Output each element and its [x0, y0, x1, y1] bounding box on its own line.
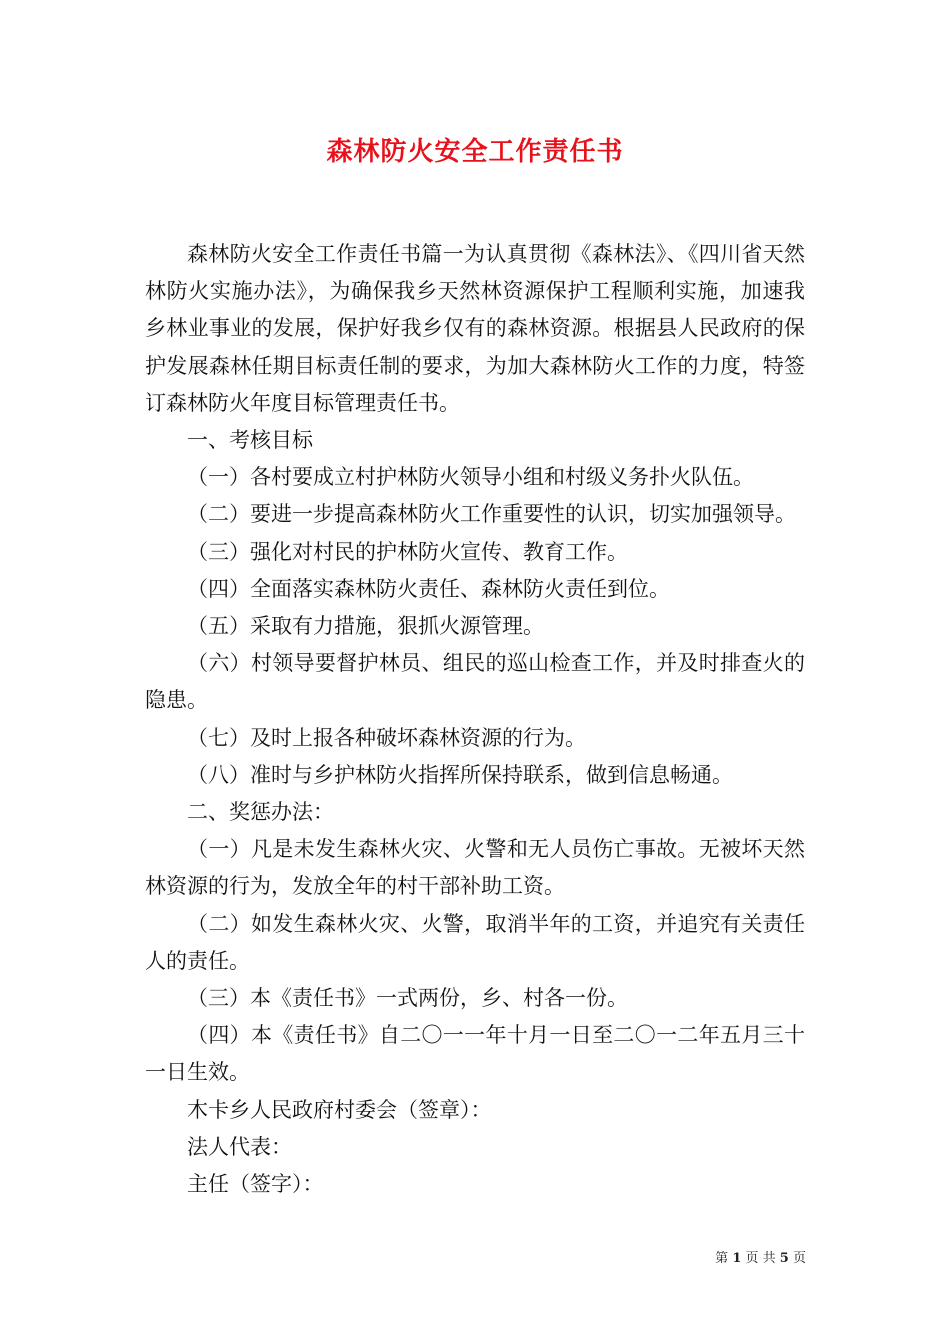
- assessment-item-4: （四）全面落实森林防火责任、森林防火责任到位。: [187, 576, 670, 601]
- intro-paragraph: 森林防火安全工作责任书篇一为认真贯彻《森林法》、《四川省天然林防火实施办法》，为确保我乡天然林资源保护工程顺利实施，加速我乡林业事业的发展，保护好我乡仅有的森林资源。根据县人民政府的保护发展森林任期目标责任制的要求，为加大森林防火工作的力度，特签订森林防火年度目标管理责任书。: [145, 242, 805, 415]
- assessment-item-7: （七）及时上报各种破坏森林资源的行为。: [187, 725, 586, 750]
- page-number-footer: [715, 1247, 806, 1266]
- section-heading-rewards: 二、奖惩办法：: [187, 800, 334, 825]
- rewards-item-1: （一）凡是未发生森林火灾、火警和无人员伤亡事故。无被坏天然林资源的行为，发放全年的村干部补助工资。: [145, 837, 805, 899]
- rewards-item-2: （二）如发生森林火灾、火警，取消半年的工资，并追究有关责任人的责任。: [145, 911, 805, 973]
- signature-committee: 木卡乡人民政府村委会（签章）：: [187, 1097, 492, 1122]
- footer-suffix: 页: [792, 1251, 806, 1266]
- footer-prefix: 第: [715, 1251, 729, 1266]
- assessment-item-3: （三）强化对村民的护林防火宣传、教育工作。: [187, 539, 628, 564]
- section-heading-assessment: 一、考核目标: [187, 428, 313, 453]
- document-title: 森林防火安全工作责任书: [326, 137, 624, 167]
- footer-middle: 页 共: [745, 1251, 776, 1266]
- assessment-item-1: （一）各村要成立村护林防火领导小组和村级义务扑火队伍。: [187, 465, 754, 490]
- assessment-item-5: （五）采取有力措施，狠抓火源管理。: [187, 614, 544, 639]
- rewards-item-4: （四）本《责任书》自二〇一一年十月一日至二〇一二年五月三十一日生效。: [145, 1023, 805, 1085]
- signature-legal-rep: 法人代表：: [187, 1134, 292, 1159]
- assessment-item-2: （二）要进一步提高森林防火工作重要性的认识，切实加强领导。: [187, 502, 796, 527]
- signature-director: 主任（签字）：: [187, 1172, 324, 1197]
- footer-total-pages: 5: [779, 1251, 789, 1266]
- rewards-item-3: （三）本《责任书》一式两份，乡、村各一份。: [187, 986, 628, 1011]
- footer-current-page: 1: [732, 1251, 742, 1266]
- document-body: [145, 236, 805, 1203]
- assessment-item-6: （六）村领导要督护林员、组民的巡山检查工作，并及时排查火的隐患。: [145, 651, 805, 713]
- assessment-item-8: （八）准时与乡护林防火指挥所保持联系，做到信息畅通。: [187, 762, 733, 787]
